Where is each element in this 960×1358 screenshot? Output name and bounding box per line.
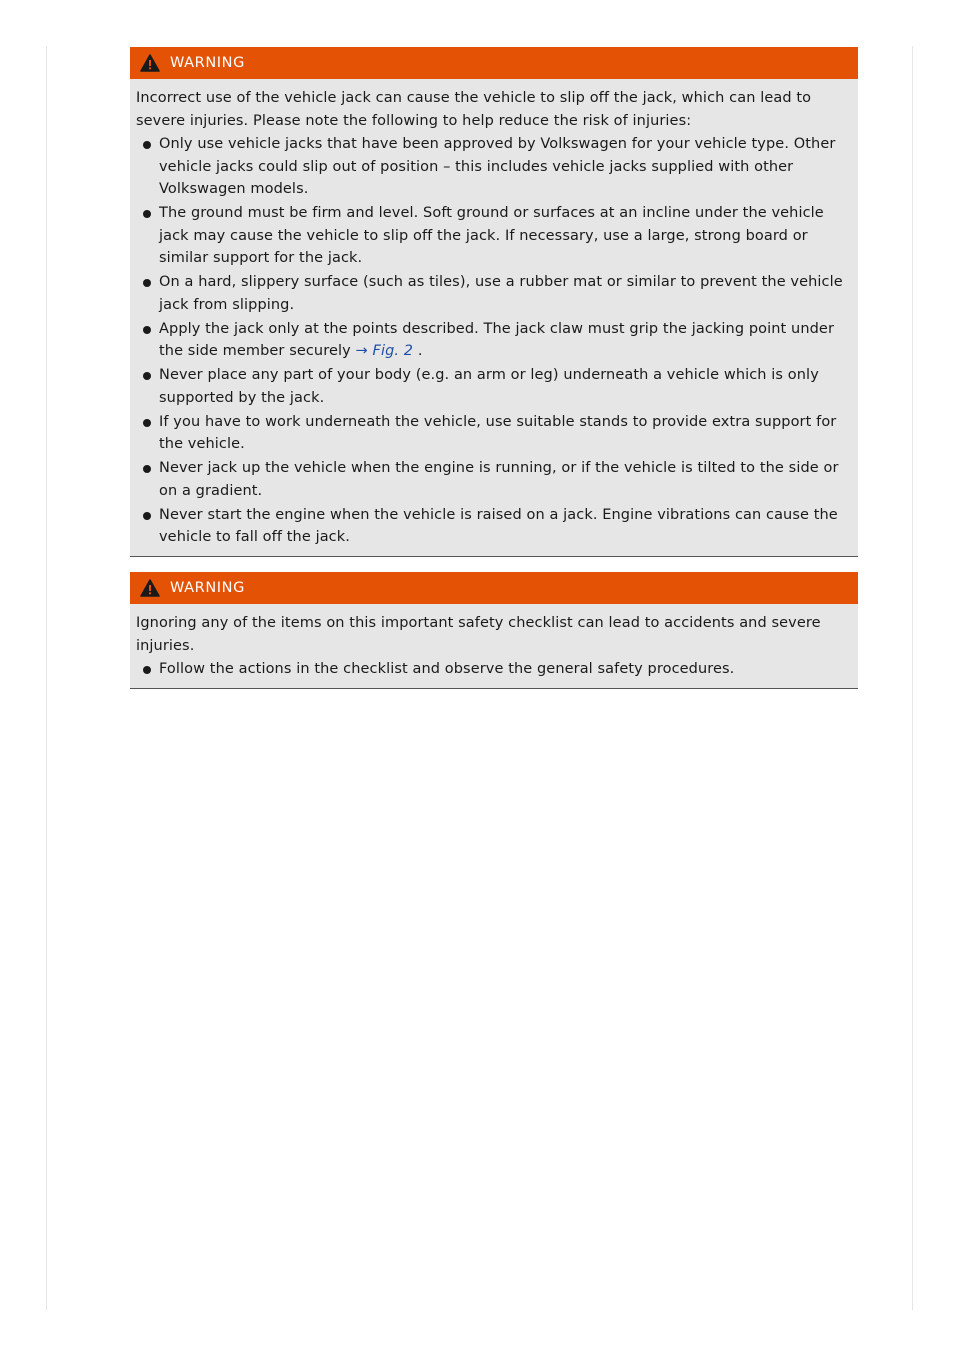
bullet	[143, 279, 151, 287]
list-item: If you have to work underneath the vehicle, use suitable stands to provide extra support for the vehicle.	[136, 411, 846, 456]
list-item: Never place any part of your body (e.g. an arm or leg) underneath a vehicle which is only supported by the jack.	[136, 364, 846, 409]
bullet	[143, 372, 151, 380]
bullet	[143, 326, 151, 334]
list-item: Apply the jack only at the points described. The jack claw must grip the jacking point under the side member securely → Fig. 2 .	[136, 318, 846, 363]
arrow-right-icon: →	[355, 343, 368, 359]
warning-triangle-icon	[140, 54, 160, 72]
warning-list	[136, 133, 846, 549]
warning-box-jack	[130, 47, 858, 557]
warning-intro: Ignoring any of the items on this important safety checklist can lead to accidents and severe injuries.	[136, 615, 821, 654]
warning-header	[130, 47, 858, 79]
bullet	[143, 465, 151, 473]
warning-label: WARNING	[170, 55, 245, 71]
bullet	[143, 210, 151, 218]
page-margin-line-left	[46, 46, 47, 1310]
list-item: Follow the actions in the checklist and observe the general safety procedures.	[136, 658, 846, 681]
warning-triangle-icon	[140, 579, 160, 597]
bullet	[143, 141, 151, 149]
warning-list	[136, 658, 846, 681]
list-item: Never jack up the vehicle when the engine is running, or if the vehicle is tilted to the side or on a gradient.	[136, 457, 846, 502]
fig-2-reference-link[interactable]: → Fig. 2	[355, 343, 414, 359]
warning-body	[130, 604, 858, 688]
bullet	[143, 512, 151, 520]
list-item: The ground must be firm and level. Soft ground or surfaces at an incline under the vehicle jack may cause the vehicle to slip off the jack. If necessary, use a large, strong board or similar support for the jack.	[136, 202, 846, 270]
warning-header	[130, 572, 858, 604]
warning-intro: Incorrect use of the vehicle jack can cause the vehicle to slip off the jack, which can lead to severe injuries. Please note the following to help reduce the risk of injuries:	[136, 90, 812, 129]
bullet	[143, 666, 151, 674]
list-item: Never start the engine when the vehicle is raised on a jack. Engine vibrations can cause the vehicle to fall off the jack.	[136, 504, 846, 549]
warning-label: WARNING	[170, 580, 245, 596]
list-item: On a hard, slippery surface (such as tiles), use a rubber mat or similar to prevent the vehicle jack from slipping.	[136, 271, 846, 316]
page-margin-line-right	[912, 46, 913, 1310]
warning-box-checklist	[130, 572, 858, 689]
list-item: Only use vehicle jacks that have been approved by Volkswagen for your vehicle type. Other vehicle jacks could slip out of position – this includes vehicle jacks supplied with other Volkswagen models.	[136, 133, 846, 201]
warning-body	[130, 79, 858, 556]
bullet	[143, 419, 151, 427]
